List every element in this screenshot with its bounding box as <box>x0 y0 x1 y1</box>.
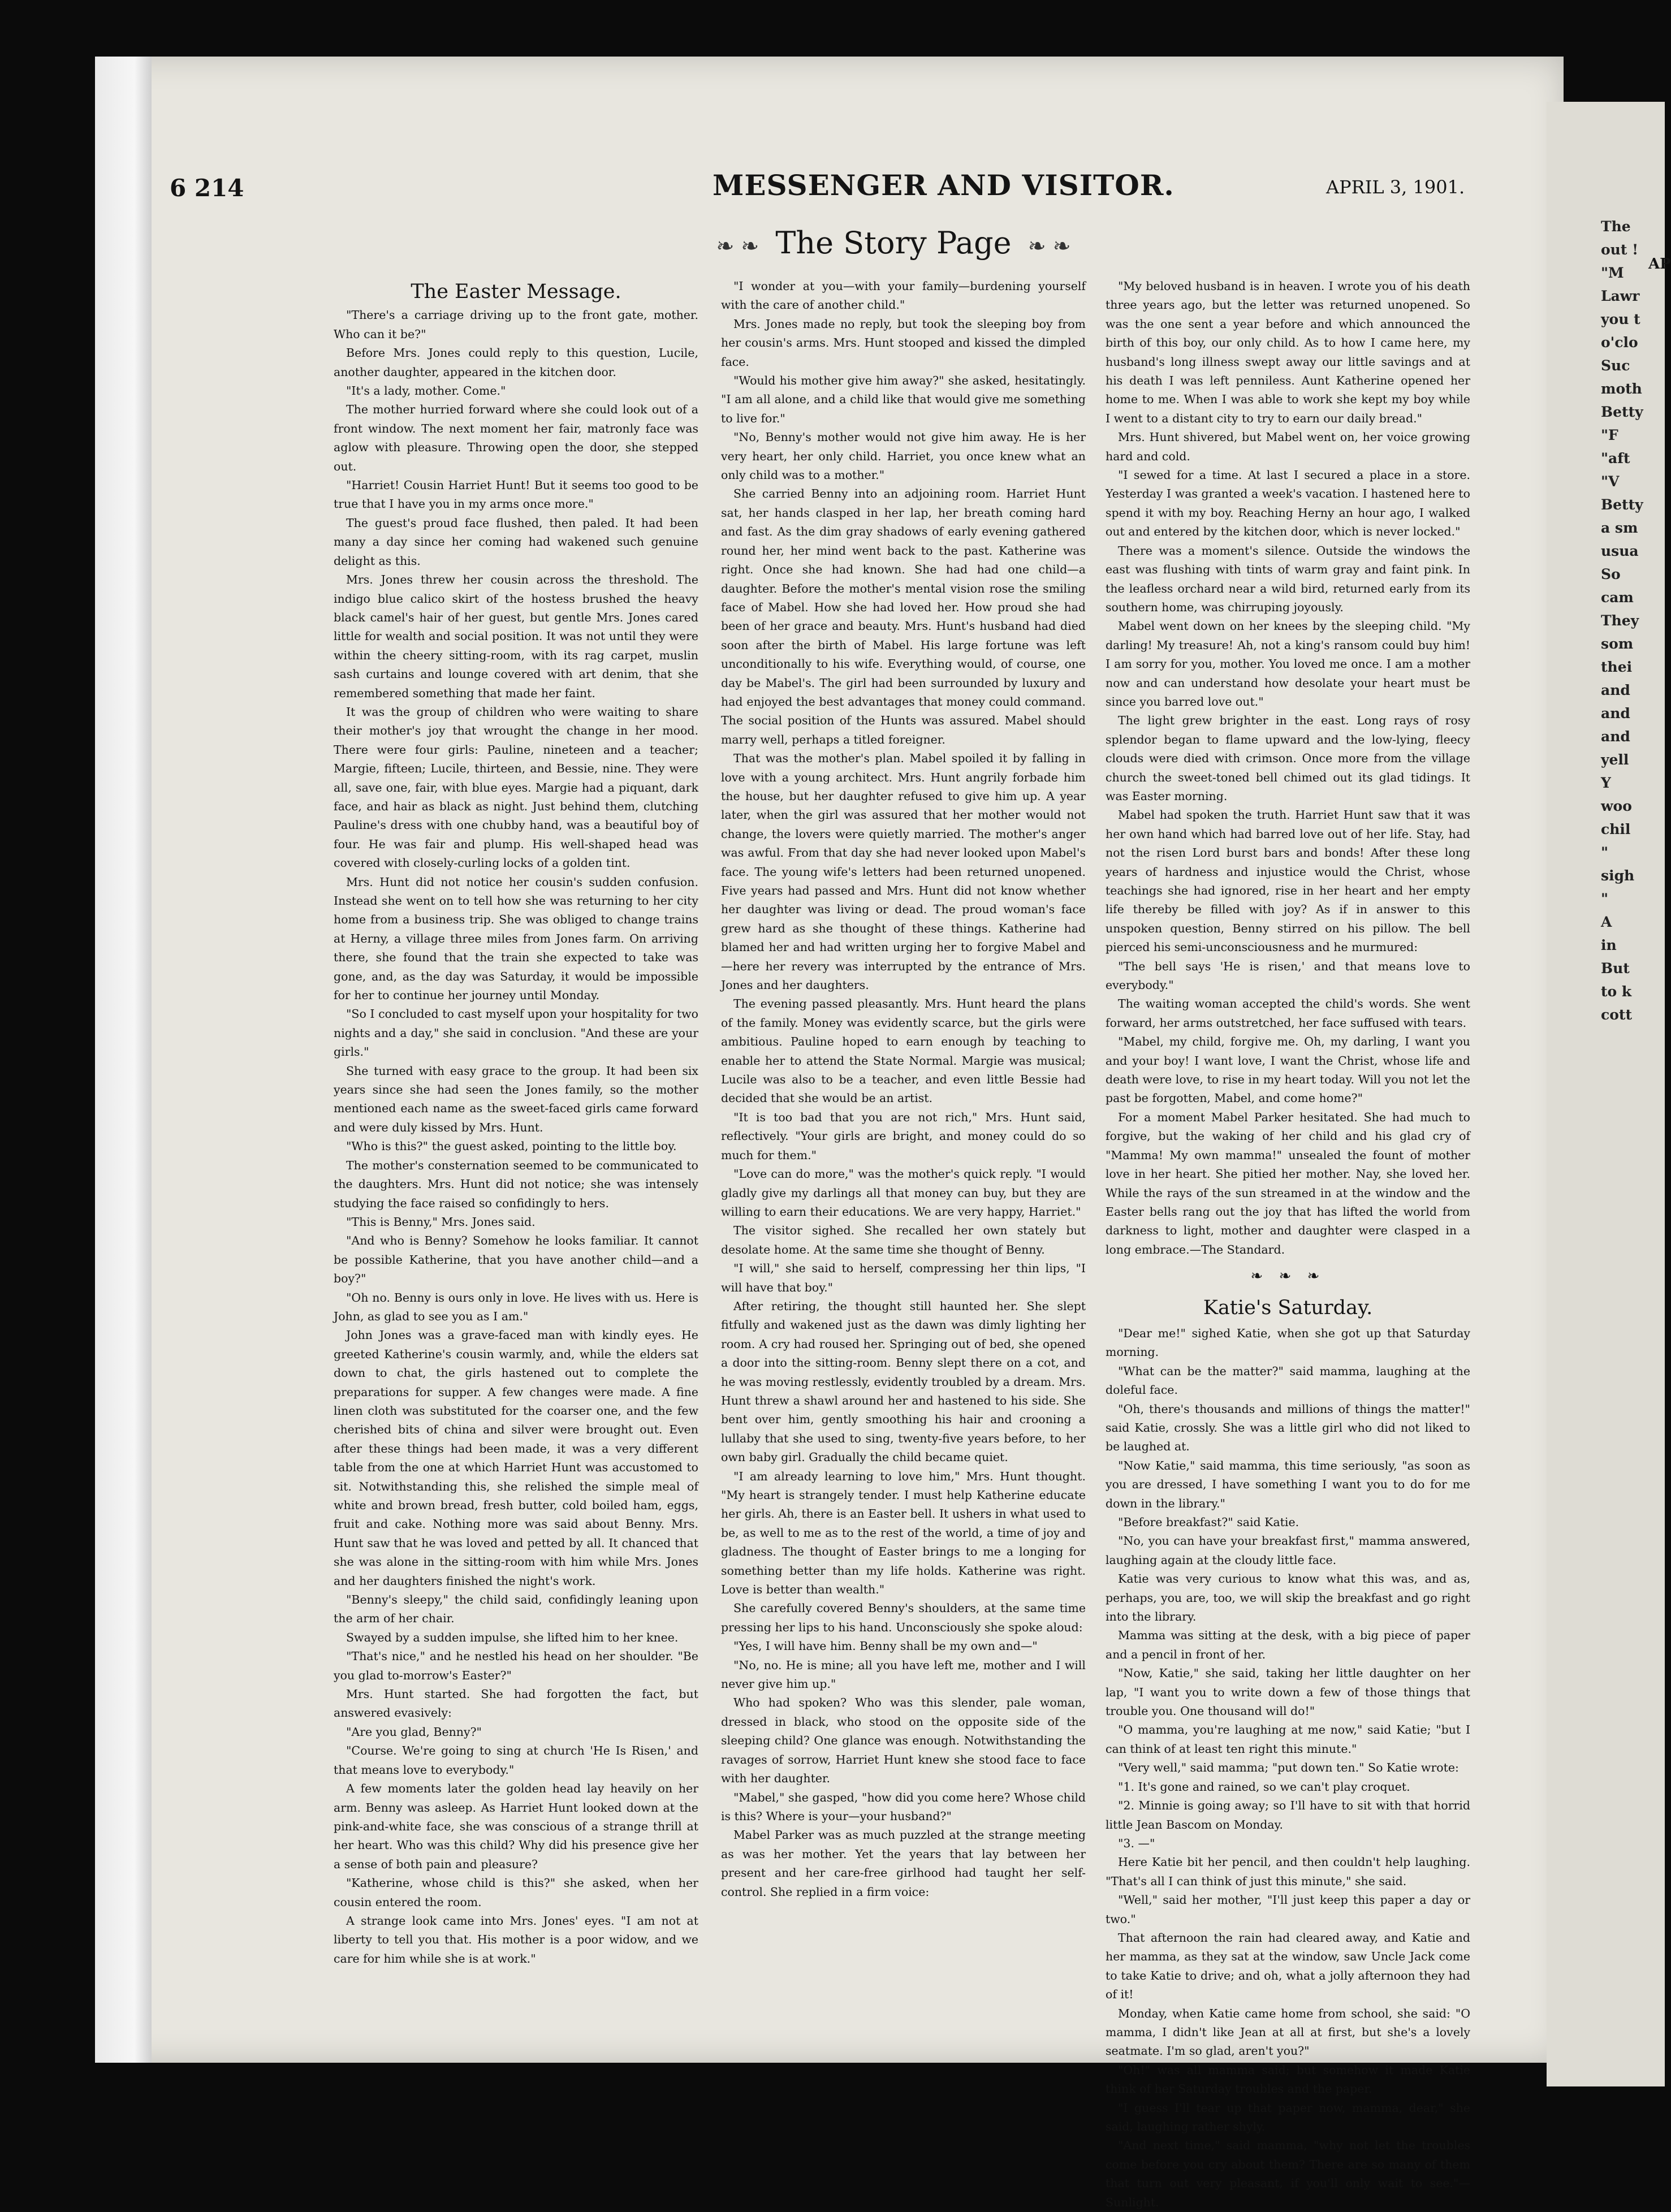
paragraph: Mrs. Jones made no reply, but took the sleeping boy from her cousin's arms. Mrs. Hunt stooped and kissed the dimpled face. <box>721 317 1086 369</box>
katie-story <box>1106 1324 1470 2212</box>
paragraph: "Oh no. Benny is ours only in love. He lives with us. Here is John, as glad to see you as I am." <box>334 1290 698 1323</box>
paragraph: "Oh, there's thousands and millions of things the matter!" said Katie, crossly. She was a little girl who did not liked to be laughed at. <box>1106 1402 1470 1454</box>
paragraph: Mabel Parker was as much puzzled at the strange meeting as was her mother. Yet the years that lay between her present and her care-free girlhood had taught her self-control. She replied in a firm voice: <box>721 1828 1086 1899</box>
paragraph: The visitor sighed. She recalled her own stately but desolate home. At the same time she thought of Benny. <box>721 1224 1086 1256</box>
paragraph: "No, no. He is mine; all you have left me, mother and I will never give him up." <box>721 1658 1086 1691</box>
paragraph: "Would his mother give him away?" she asked, hesitatingly. "I am all alone, and a child like that would give me something to live for." <box>721 374 1086 425</box>
paragraph: "O mamma, you're laughing at me now," said Katie; "but I can think of at least ten right this minute." <box>1106 1723 1470 1756</box>
paragraph: Before Mrs. Jones could reply to this question, Lucile, another daughter, appeared in the kitchen door. <box>334 346 698 379</box>
paragraph: The light grew brighter in the east. Long rays of rosy splendor began to flame upward and the low-lying, fleecy clouds were died with crimson. Once more from the village church the sweet-toned bell chimed out its glad tidings. It was Easter morning. <box>1106 714 1470 803</box>
paragraph: "And next time," said mamma, "why not let the troubles come before you cry about them? There are so many of them that turn out very pleasant, if you'll only wait to see."—Sunlight. <box>1106 2138 1470 2209</box>
fragment-line: The <box>1601 218 1631 235</box>
ornament-right-icon: ❧ ❧ <box>1027 234 1071 258</box>
adjacent-page-lines <box>1547 102 1665 1026</box>
masthead: MESSENGER AND VISITOR. <box>713 169 1175 202</box>
paragraph: "Who is this?" the guest asked, pointing to the little boy. <box>346 1139 677 1153</box>
fragment-line: "F <box>1601 427 1618 443</box>
paragraph: Mrs. Hunt did not notice her cousin's sudden confusion. Instead she went on to tell how she was returning to her city home from a business trip. She was obliged to change trains at Herny, a village three miles from Jones farm. On arriving there, she found that the train she expected to take was gone, and, as the day was Saturday, it would be impossible for her to continue her journey until Monday. <box>334 875 698 1003</box>
ornament-left-icon: ❧ ❧ <box>716 234 759 258</box>
paragraph: "And who is Benny? Somehow he looks familiar. It cannot be possible Katherine, that you have another child—and a boy?" <box>334 1234 698 1286</box>
adjacent-page-corner: AP <box>1648 256 1671 273</box>
fragment-line: chil <box>1601 821 1631 837</box>
paragraph: Who had spoken? Who was this slender, pale woman, dressed in black, who stood on the opposite side of the sleeping child? One glance was enough. Notwithstanding the ravages of sorrow, Harriet Hunt knew she stood face to face with her daughter. <box>721 1696 1086 1786</box>
paragraph: "Oh!" was all mamma said; but somehow it made Katie think of her Saturday troubles and the paper. <box>1106 2063 1470 2096</box>
paragraph: The evening passed pleasantly. Mrs. Hunt heard the plans of the family. Money was evidently scarce, but the girls were ambitious. Pauline hoped to earn enough by teaching to enable her to attend the State Normal. Margie was musical; Lucile was also to be a teacher, and even little Bessie had decided that she would be an artist. <box>721 997 1086 1105</box>
paragraph: She carefully covered Benny's shoulders, at the same time pressing her lips to his hand. Unconsciously she spoke aloud: <box>721 1601 1086 1634</box>
paragraph: The guest's proud face flushed, then paled. It had been many a day since her coming had wakened such genuine delight as this. <box>334 516 698 568</box>
fragment-line: A <box>1601 914 1612 930</box>
paragraph: That afternoon the rain had cleared away, and Katie and her mamma, as they sat at the window, saw Uncle Jack come to take Katie to drive; and oh, what a jolly afternoon they had of it! <box>1106 1930 1470 2002</box>
fragment-line: in <box>1601 937 1617 953</box>
fragment-line: out ! <box>1601 241 1639 258</box>
paragraph: "3. —" <box>1118 1836 1155 1850</box>
paragraph: The mother hurried forward where she could look out of a front window. The next moment her fair, matronly face was aglow with pleasure. Throwing open the door, she stepped out. <box>334 403 698 473</box>
fragment-line: Y <box>1601 775 1611 791</box>
paragraph: Katie was very curious to know what this was, and as, perhaps, you are, too, we will skip the breakfast and go right into the library. <box>1106 1572 1470 1624</box>
paragraph: After retiring, the thought still haunted her. She slept fitfully and wakened just as the dawn was dimly lighting her room. A cry had roused her. Springing out of bed, she opened a door into the sitting-room. Benny slept there on a cot, and he was moving restlessly, evidently troubled by a dream. Mrs. Hunt threw a shawl around her and hastened to his side. She bent over him, gently smoothing his hair and crooning a lullaby that she used to sing, twenty-five years before, to her own baby girl. Gradually the child became quiet. <box>721 1299 1086 1464</box>
fragment-line: "V <box>1601 473 1620 490</box>
paragraph: "Very well," said mamma; "put down ten." So Katie wrote: <box>1118 1761 1459 1775</box>
fragment-line: moth <box>1601 381 1642 397</box>
paragraph: There was a moment's silence. Outside the windows the east was flushing with tints of warm gray and faint pink. In the leafless orchard near a wild bird, returned early from its southern home, was chirruping joyously. <box>1106 543 1470 614</box>
fragment-line: and <box>1601 705 1630 722</box>
paragraph: John Jones was a grave-faced man with kindly eyes. He greeted Katherine's cousin warmly, and, while the elders sat down to chat, the girls hastened out to complete the preparations for supper. A few changes were made. A fine linen cloth was substituted for the coarser one, and the few cherished bits of china and silver were brought out. Even after these things had been made, it was a very different table from the one at which Harriet Hunt was accustomed to sit. Notwithstanding this, she relished the simple meal of white and brown bread, fresh butter, cold boiled ham, eggs, fruit and cake. Nothing more was said about Benny. Mrs. Hunt saw that he was loved and petted by all. It chanced that she was alone in the sitting-room with him while Mrs. Jones and her daughters finished the night's work. <box>334 1328 698 1588</box>
paragraph: "I am already learning to love him," Mrs. Hunt thought. "My heart is strangely tender. I must help Katherine educate her girls. Ah, there is an Easter bell. It ushers in what used to be, as well to me as to the rest of the world, a time of joy and gladness. The thought of Easter brings to me a longing for something better than my life holds. Katherine was right. Love is better than wealth." <box>721 1469 1086 1597</box>
fragment-line: to k <box>1601 983 1632 1000</box>
fragment-line: Betty <box>1601 404 1643 420</box>
paragraph: The waiting woman accepted the child's words. She went forward, her arms outstretched, her face suffused with tears. <box>1106 997 1470 1030</box>
paragraph: Mabel went down on her knees by the sleeping child. "My darling! My treasure! Ah, not a king's ransom could buy him! I am sorry for you, mother. You loved me once. I am a mother now and can understand how desolate your heart must be since you barred love out." <box>1106 619 1470 708</box>
paragraph: "Love can do more," was the mother's quick reply. "I would gladly give my darlings all that money can buy, but they are willing to earn their educations. We are very happy, Harriet." <box>721 1167 1086 1219</box>
adjacent-page-fragment <box>1547 102 1671 2086</box>
binding-edge <box>95 57 152 2063</box>
section-divider: ❧ ❧ ❧ <box>1250 1268 1325 1285</box>
fragment-line: Lawr <box>1601 288 1640 304</box>
column-1 <box>334 280 698 1968</box>
paragraph: Mrs. Jones threw her cousin across the threshold. The indigo blue calico skirt of the hostess brushed the heavy black camel's hair of her guest, but gentle Mrs. Jones cared little for wealth and social position. It was not until they were within the cheery sitting-room, with its rag carpet, muslin sash curtains and lounge covered with art denim, that she remembered something that made her faint. <box>334 573 698 700</box>
fragment-line: They <box>1601 612 1639 629</box>
paragraph: Here Katie bit her pencil, and then couldn't help laughing. "That's all I can think of just this minute," she said. <box>1106 1855 1470 1888</box>
paragraph: "Mabel," she gasped, "how did you come here? Whose child is this? Where is your—your husband?" <box>721 1790 1086 1823</box>
easter-story-part-1 <box>334 306 698 1968</box>
paragraph: "So I concluded to cast myself upon your hospitality for two nights and a day," she said in conclusion. "And these are your girls." <box>334 1007 698 1059</box>
paragraph: Mrs. Hunt started. She had forgotten the fact, but answered evasively: <box>334 1687 698 1720</box>
fragment-line: and <box>1601 682 1630 698</box>
fragment-line: o'clo <box>1601 334 1638 351</box>
story-title-katie: Katie's Saturday. <box>1203 1296 1373 1319</box>
paragraph: "I will," she said to herself, compressing her thin lips, "I will have that boy." <box>721 1261 1086 1294</box>
fragment-line: Betty <box>1601 496 1643 513</box>
paragraph: A few moments later the golden head lay heavily on her arm. Benny was asleep. As Harriet Hunt looked down at the pink-and-white face, she was conscious of a strange thrill at her heart. Who was this child? Why did his presence give her a sense of both pain and pleasure? <box>334 1782 698 1871</box>
paragraph: "No, you can have your breakfast first," mamma answered, laughing again at the cloudy little face. <box>1106 1534 1470 1567</box>
fragment-line: cott <box>1601 1006 1632 1023</box>
fragment-line: " <box>1601 891 1609 907</box>
paragraph: "Course. We're going to sing at church 'He Is Risen,' and that means love to everybody." <box>334 1744 698 1777</box>
paragraph: A strange look came into Mrs. Jones' eyes. "I am not at liberty to tell you that. His mother is a poor widow, and we care for him while she is at work." <box>334 1913 698 1965</box>
paragraph: "That's nice," and he nestled his head on her shoulder. "Be you glad to-morrow's Easter?" <box>334 1649 698 1682</box>
paragraph: "Now Katie," said mamma, this time seriously, "as soon as you are dressed, I have something I want you to do for me down in the library." <box>1106 1458 1470 1510</box>
paragraph: "Now, Katie," she said, taking her little daughter on her lap, "I want you to write down a few of those things that trouble you. One thousand will do!" <box>1106 1666 1470 1718</box>
paragraph: "Mabel, my child, forgive me. Oh, my darling, I want you and your boy! I want love, I want the Christ, whose life and death were love, to rise in my heart today. Will you not let the past be forgotten, Mabel, and come home?" <box>1106 1035 1470 1105</box>
paragraph: "Dear me!" sighed Katie, when she got up that Saturday morning. <box>1106 1326 1470 1359</box>
fragment-line: thei <box>1601 659 1633 675</box>
column-3 <box>1106 277 1470 2212</box>
story-title-easter: The Easter Message. <box>411 280 621 303</box>
issue-date: APRIL 3, 1901. <box>1326 176 1465 198</box>
paragraph: "Harriet! Cousin Harriet Hunt! But it seems too good to be true that I have you in my arms once more." <box>334 478 698 511</box>
section-title-text: The Story Page <box>775 225 1012 261</box>
paragraph: "It's a lady, mother. Come." <box>346 384 506 398</box>
paragraph: "My beloved husband is in heaven. I wrote you of his death three years ago, but the letter was returned unopened. So was the one sent a year before and which announced the birth of this boy, our only child. As to how I came here, my husband's long illness swept away our little savings and at his death I was left penniless. Aunt Katherine opened her home to me. When I was able to work she kept my boy while I went to a distant city to try to earn our daily bread." <box>1106 279 1470 425</box>
paragraph: She carried Benny into an adjoining room. Harriet Hunt sat, her hands clasped in her lap, her breath coming hard and fast. As the dim gray shadows of early evening gathered round her, her mind went back to the past. Katherine was right. Once she had known. She had had one child—a daughter. Before the mother's mental vision rose the smiling face of Mabel. How she had loved her. How proud she had been of her grace and beauty. Mrs. Hunt's husband had died soon after the birth of Mabel. His large fortune was left unconditionally to his wife. Everything would, of course, one day be Mabel's. The girl had been surrounded by luxury and had enjoyed the best advantages that money could command. The social position of the Hunts was assured. Mabel should marry well, perhaps a titled foreigner. <box>721 487 1086 746</box>
fragment-line: "aft <box>1601 450 1630 466</box>
paragraph: "The bell says 'He is risen,' and that means love to everybody." <box>1106 959 1470 992</box>
page-number: 6 214 <box>170 174 244 202</box>
paragraph: "Well," said her mother, "I'll just keep this paper a day or two." <box>1106 1893 1470 1926</box>
paragraph: "2. Minnie is going away; so I'll have to sit with that horrid little Jean Bascom on Monday. <box>1106 1799 1470 1831</box>
fragment-line: and <box>1601 728 1630 745</box>
fragment-line: Suc <box>1601 357 1630 374</box>
paragraph: Swayed by a sudden impulse, she lifted him to her knee. <box>346 1630 679 1644</box>
easter-story-part-3 <box>1106 277 1470 1259</box>
fragment-line: But <box>1601 960 1630 977</box>
fragment-line: a sm <box>1601 520 1638 536</box>
fragment-line: sigh <box>1601 867 1635 884</box>
paragraph: "I guess I'll tear up that paper now, mamma, dear," she said, laughing rather shyly. <box>1106 2101 1470 2133</box>
paragraph: "I sewed for a time. At last I secured a place in a store. Yesterday I was granted a week's vacation. I hastened here to spend it with my boy. Reaching Herny an hour ago, I walked out and entered by the kitchen door, which is never locked." <box>1106 468 1470 539</box>
paragraph: "What can be the matter?" said mamma, laughing at the doleful face. <box>1106 1364 1470 1397</box>
column-2 <box>721 277 1086 1902</box>
paragraph: "This is Benny," Mrs. Jones said. <box>346 1215 536 1229</box>
paragraph: "There's a carriage driving up to the front gate, mother. Who can it be?" <box>334 308 698 341</box>
fragment-line: woo <box>1601 798 1632 814</box>
fragment-line: " <box>1601 844 1609 861</box>
paragraph: For a moment Mabel Parker hesitated. She had much to forgive, but the waking of her child and his glad cry of "Mamma! My own mamma!" unsealed the fount of mother love in her heart. She pitied her mother. Nay, she loved her. While the rays of the sun streamed in at the window and the Easter bells rang out the joy that has lifted the world from darkness to light, mother and daughter were clasped in a long embrace.—The Standard. <box>1106 1110 1470 1256</box>
paragraph: "Are you glad, Benny?" <box>346 1725 482 1739</box>
paragraph: She turned with easy grace to the group. It had been six years since she had seen the Jones family, so the mother mentioned each name as the sweet-faced girls came forward and were duly kissed by Mrs. Hunt. <box>334 1064 698 1134</box>
paragraph: Mabel had spoken the truth. Harriet Hunt saw that it was her own hand which had barred love out of her life. Stay, had not the risen Lord burst bars and bonds! After these long years of hardness and injustice would the Christ, whose teachings she had ignored, rise in her heart and her empty life thereby be filled with joy? As if in answer to this unspoken question, Benny stirred on his pillow. The bell pierced his semi-unconsciousness and he murmured: <box>1106 808 1470 954</box>
paragraph: The mother's consternation seemed to be communicated to the daughters. Mrs. Hunt did not notice; she was intensely studying the face raised so confidingly to hers. <box>334 1158 698 1210</box>
fragment-line: So <box>1601 566 1621 582</box>
fragment-line: usua <box>1601 543 1639 559</box>
easter-story-part-2 <box>721 277 1086 1902</box>
paragraph: "Benny's sleepy," the child said, confidingly leaning upon the arm of her chair. <box>334 1593 698 1626</box>
section-title <box>701 225 1086 261</box>
fragment-line: som <box>1601 636 1634 652</box>
paragraph: Monday, when Katie came home from school, she said: "O mamma, I didn't like Jean at all at first, but she's a lovely seatmate. I'm so glad, aren't you?" <box>1106 2006 1470 2058</box>
paragraph: "1. It's gone and rained, so we can't play croquet. <box>1118 1779 1410 1794</box>
paragraph: "Before breakfast?" said Katie. <box>1118 1515 1299 1529</box>
paragraph: "No, Benny's mother would not give him away. He is her very heart, her only child. Harriet, you once knew what an only child was to a mother." <box>721 430 1086 482</box>
paragraph: Mrs. Hunt shivered, but Mabel went on, her voice growing hard and cold. <box>1106 430 1470 463</box>
paragraph: "Yes, I will have him. Benny shall be my own and—" <box>733 1639 1038 1653</box>
fragment-line: "M <box>1601 265 1624 281</box>
paragraph: "It is too bad that you are not rich," Mrs. Hunt said, reflectively. "Your girls are bright, and money could do so much for them." <box>721 1110 1086 1162</box>
paragraph: Mamma was sitting at the desk, with a big piece of paper and a pencil in front of her. <box>1106 1628 1470 1661</box>
paragraph: "I wonder at you—with your family—burdening yourself with the care of another child." <box>721 279 1086 312</box>
paragraph: "Katherine, whose child is this?" she asked, when her cousin entered the room. <box>334 1876 698 1909</box>
paragraph: That was the mother's plan. Mabel spoiled it by falling in love with a young architect. Mrs. Hunt angrily forbade him the house, but her daughter refused to give him up. A year later, when the girl was assured that her mother would not change, the lovers were quietly married. The mother's anger was awful. From that day she had never looked upon Mabel's face. The young wife's letters had been returned unopened. Five years had passed and Mrs. Hunt did not know whether her daughter was living or dead. The proud woman's face grew hard as she thought of these things. Katherine had blamed her and had written urging her to forgive Mabel and—here her revery was interrupted by the entrance of Mrs. Jones and her daughters. <box>721 751 1086 992</box>
fragment-line: you t <box>1601 311 1640 327</box>
fragment-line: yell <box>1601 751 1629 768</box>
fragment-line: cam <box>1601 589 1634 606</box>
paragraph: It was the group of children who were waiting to share their mother's joy that wrought the change in her mood. There were four girls: Pauline, nineteen and a teacher; Margie, fifteen; Lucile, thirteen, and Bessie, nine. They were all, save one, fair, with blue eyes. Margie had a piquant, dark face, and hair as black as night. Just behind them, clutching Pauline's dress with one chubby hand, was a beautiful boy of four. He was fair and plump. His well-shaped head was covered with closely-curling locks of a golden tint. <box>334 705 698 870</box>
